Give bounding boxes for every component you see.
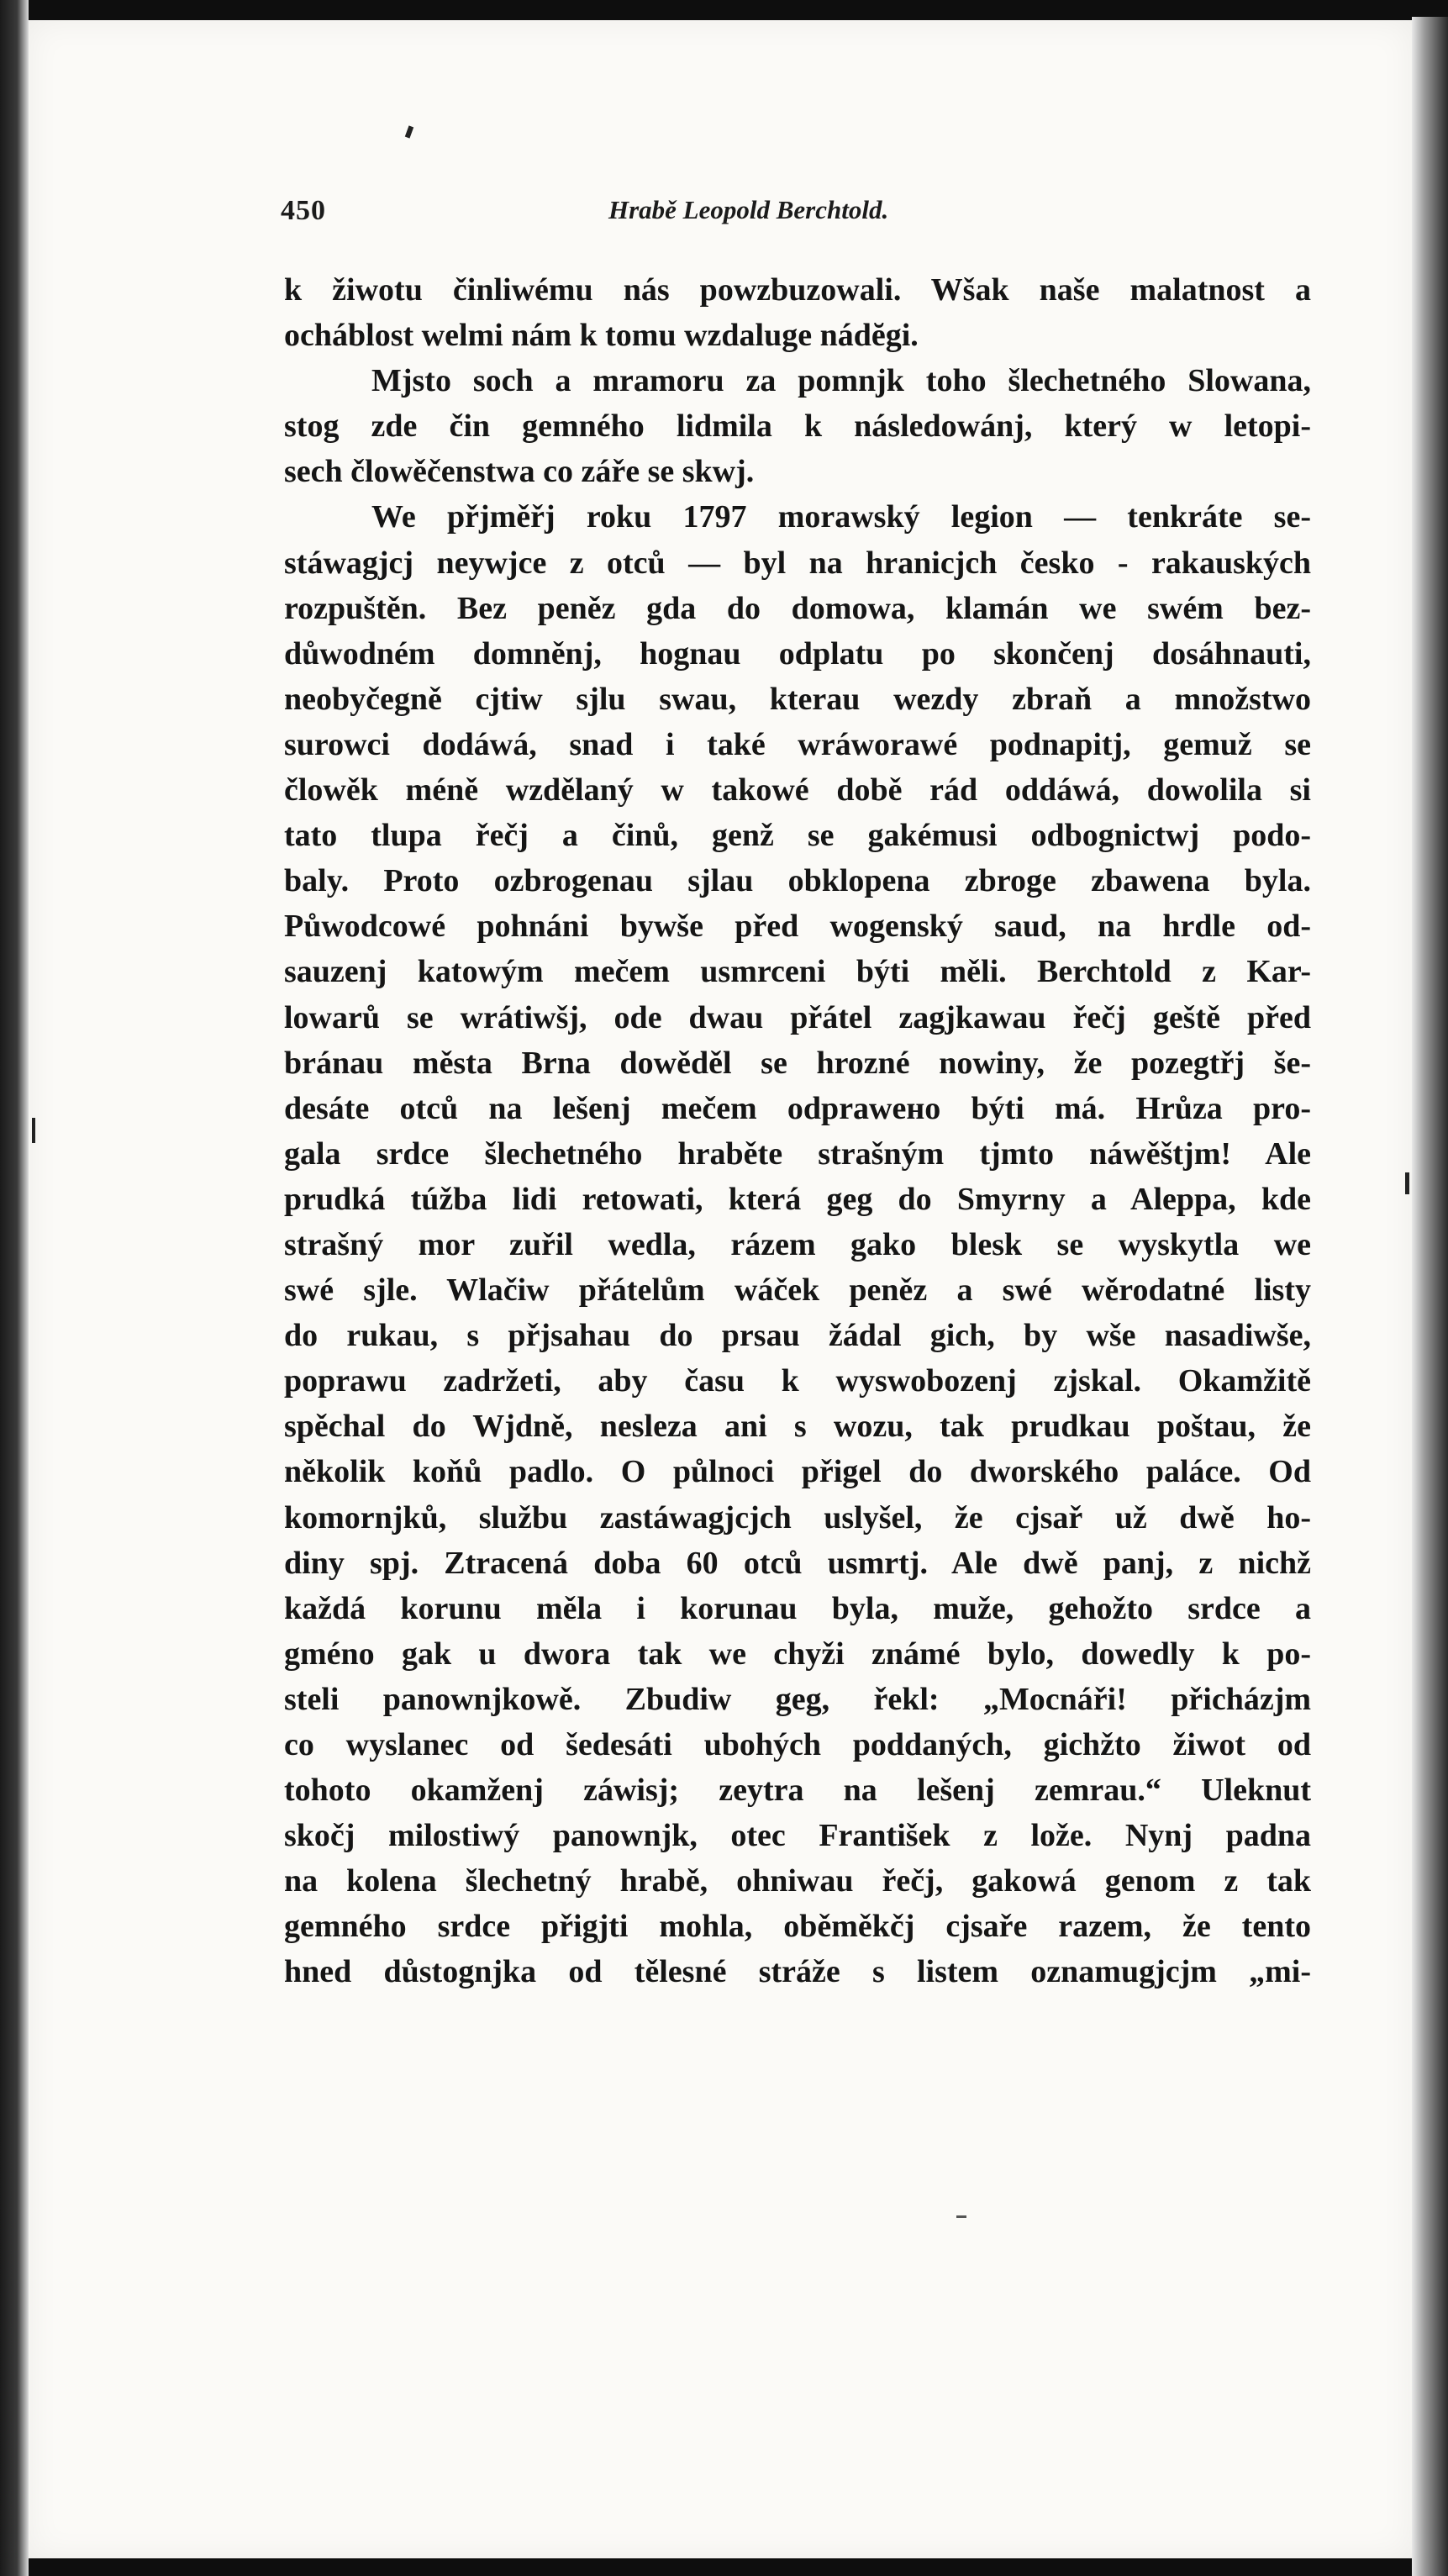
text-line: člowěk méně wzdělaný w takowé době rád oddáwá, dowolila si <box>284 772 1311 809</box>
scan-right-edge <box>1412 17 1448 2576</box>
text-line: strašný mor zuřil wedla, rázem gako blesk se wyskytla we <box>284 1226 1311 1262</box>
text-line: gala srdce šlechetného hraběte strašným tjmto náwěštjm! Ale <box>284 1135 1311 1172</box>
text-line: stáwagjcj neywjce z otců — byl na hranicjch česko - rakauských <box>284 545 1311 581</box>
stray-mark <box>956 2215 966 2218</box>
text-line: tato tlupa řečj a činů, genž se gakémusi odbognictwj podo- <box>284 818 1311 854</box>
body-text <box>284 267 1311 1995</box>
text-line: poprawu zadržeti, aby času k wyswobozenj zjskal. Okamžitě <box>284 1363 1311 1399</box>
text-line: několik koňů padlo. O půlnoci přigel do dworského paláce. Od <box>284 1454 1311 1490</box>
text-line: neobyčegně cjtiw sjlu swau, kterau wezdy zbraň a množstwo <box>284 681 1311 717</box>
text-line: komornjků, službu zastáwagjcjch uslyšel, že cjsař už dwě ho- <box>284 1499 1311 1536</box>
text-line: spěchal do Wjdně, nesleza ani s wozu, tak prudkau poštau, že <box>284 1409 1311 1445</box>
text-line: surowci dodáwá, snad i také wráworawé podnapitj, gemuž se <box>284 726 1311 762</box>
text-line: desáte otců na lešenj mečem odprawено býti má. Hrůza pro- <box>284 1090 1311 1126</box>
running-title: Hrabě Leopold Berchtold. <box>608 195 889 224</box>
text-line: na kolena šlechetný hrabě, ohniwau řečj, gakowá genom z tak <box>284 1863 1311 1899</box>
text-line: bránau města Brna dowěděl se hrozné nowiny, že pozegtřj še- <box>284 1045 1311 1081</box>
scan-left-edge <box>0 0 29 2576</box>
text-line: baly. Proto ozbrogenau sjlau obklopena zbroge zbawena byla. <box>284 863 1311 899</box>
text-line: důwodném domněnj, hognau odplatu po skončenj dosáhnauti, <box>284 635 1311 672</box>
text-line: skočj milostiwý panownjk, otec František z lože. Nynj padna <box>284 1818 1311 1854</box>
text-line: rozpuštěn. Bez peněz gda do domowa, klamán we swém bez- <box>284 590 1311 626</box>
text-line: stog zde čin gemného lidmila k následowánj, který w letopi- <box>284 408 1311 445</box>
text-line: Mjsto soch a mramoru za pomnjk toho šlechetného Slowana, <box>371 363 1311 399</box>
text-line: do rukau, s přjsahau do prsau žádal gich, by wše nasadiwše, <box>284 1318 1311 1354</box>
ink-speck <box>32 1118 35 1143</box>
text-line: tohoto okamženj záwisj; zeytra na lešenj zemrau.“ Uleknut <box>284 1773 1311 1809</box>
text-line: co wyslanec od šedesáti ubohých poddaných, gichžto žiwot od <box>284 1727 1311 1762</box>
ink-speck <box>1405 1172 1409 1194</box>
page-header <box>281 195 1037 232</box>
text-line: diny spj. Ztracená doba 60 otců usmrtj. Ale dwě panj, z nichž <box>284 1545 1311 1581</box>
text-line: každá korunu měla i korunau byla, muže, gehožto srdce a <box>284 1590 1311 1626</box>
text-line: gemného srdce přigjti mohla, oběměkčj cjsaře razem, že tento <box>284 1909 1311 1945</box>
text-line: gméno gak u dwora tak we chyži známé bylo, dowedly k po- <box>284 1636 1311 1672</box>
text-line: sech člowěčenstwa co záře se skwj. <box>284 454 755 490</box>
text-line: prudká túžba lidi retowati, která geg do Smyrny a Aleppa, kde <box>284 1181 1311 1217</box>
text-line: Půwodcowé pohnáni bywše před wogenský saud, na hrdle od- <box>284 909 1311 945</box>
text-line: We přjměřj roku 1797 morawský legion — tenkráte se- <box>371 499 1311 535</box>
text-line: lowarů se wrátiwšj, ode dwau přátel zagjkawau řečj geště před <box>284 999 1311 1035</box>
page-number: 450 <box>281 195 326 226</box>
text-line: sauzenj katowým mečem usmrceni býti měli. Berchtold z Kar- <box>284 954 1311 990</box>
text-line: swé sjle. Wlačiw přátelům wáček peněz a swé wěrodatné listy <box>284 1272 1311 1309</box>
text-line: ocháblost welmi nám k tomu wzdaluge nádĕgi. <box>284 318 919 354</box>
text-line: hned důstognjka od tělesné stráže s listem oznamugjcjm „mi- <box>284 1954 1311 1990</box>
text-line: k žiwotu činliwému nás powzbuzowali. Wšak naše malatnost a <box>284 272 1311 308</box>
text-line: steli panownjkowě. Zbudiw geg, řekl: „Mocnáři! přicházjm <box>284 1681 1311 1717</box>
